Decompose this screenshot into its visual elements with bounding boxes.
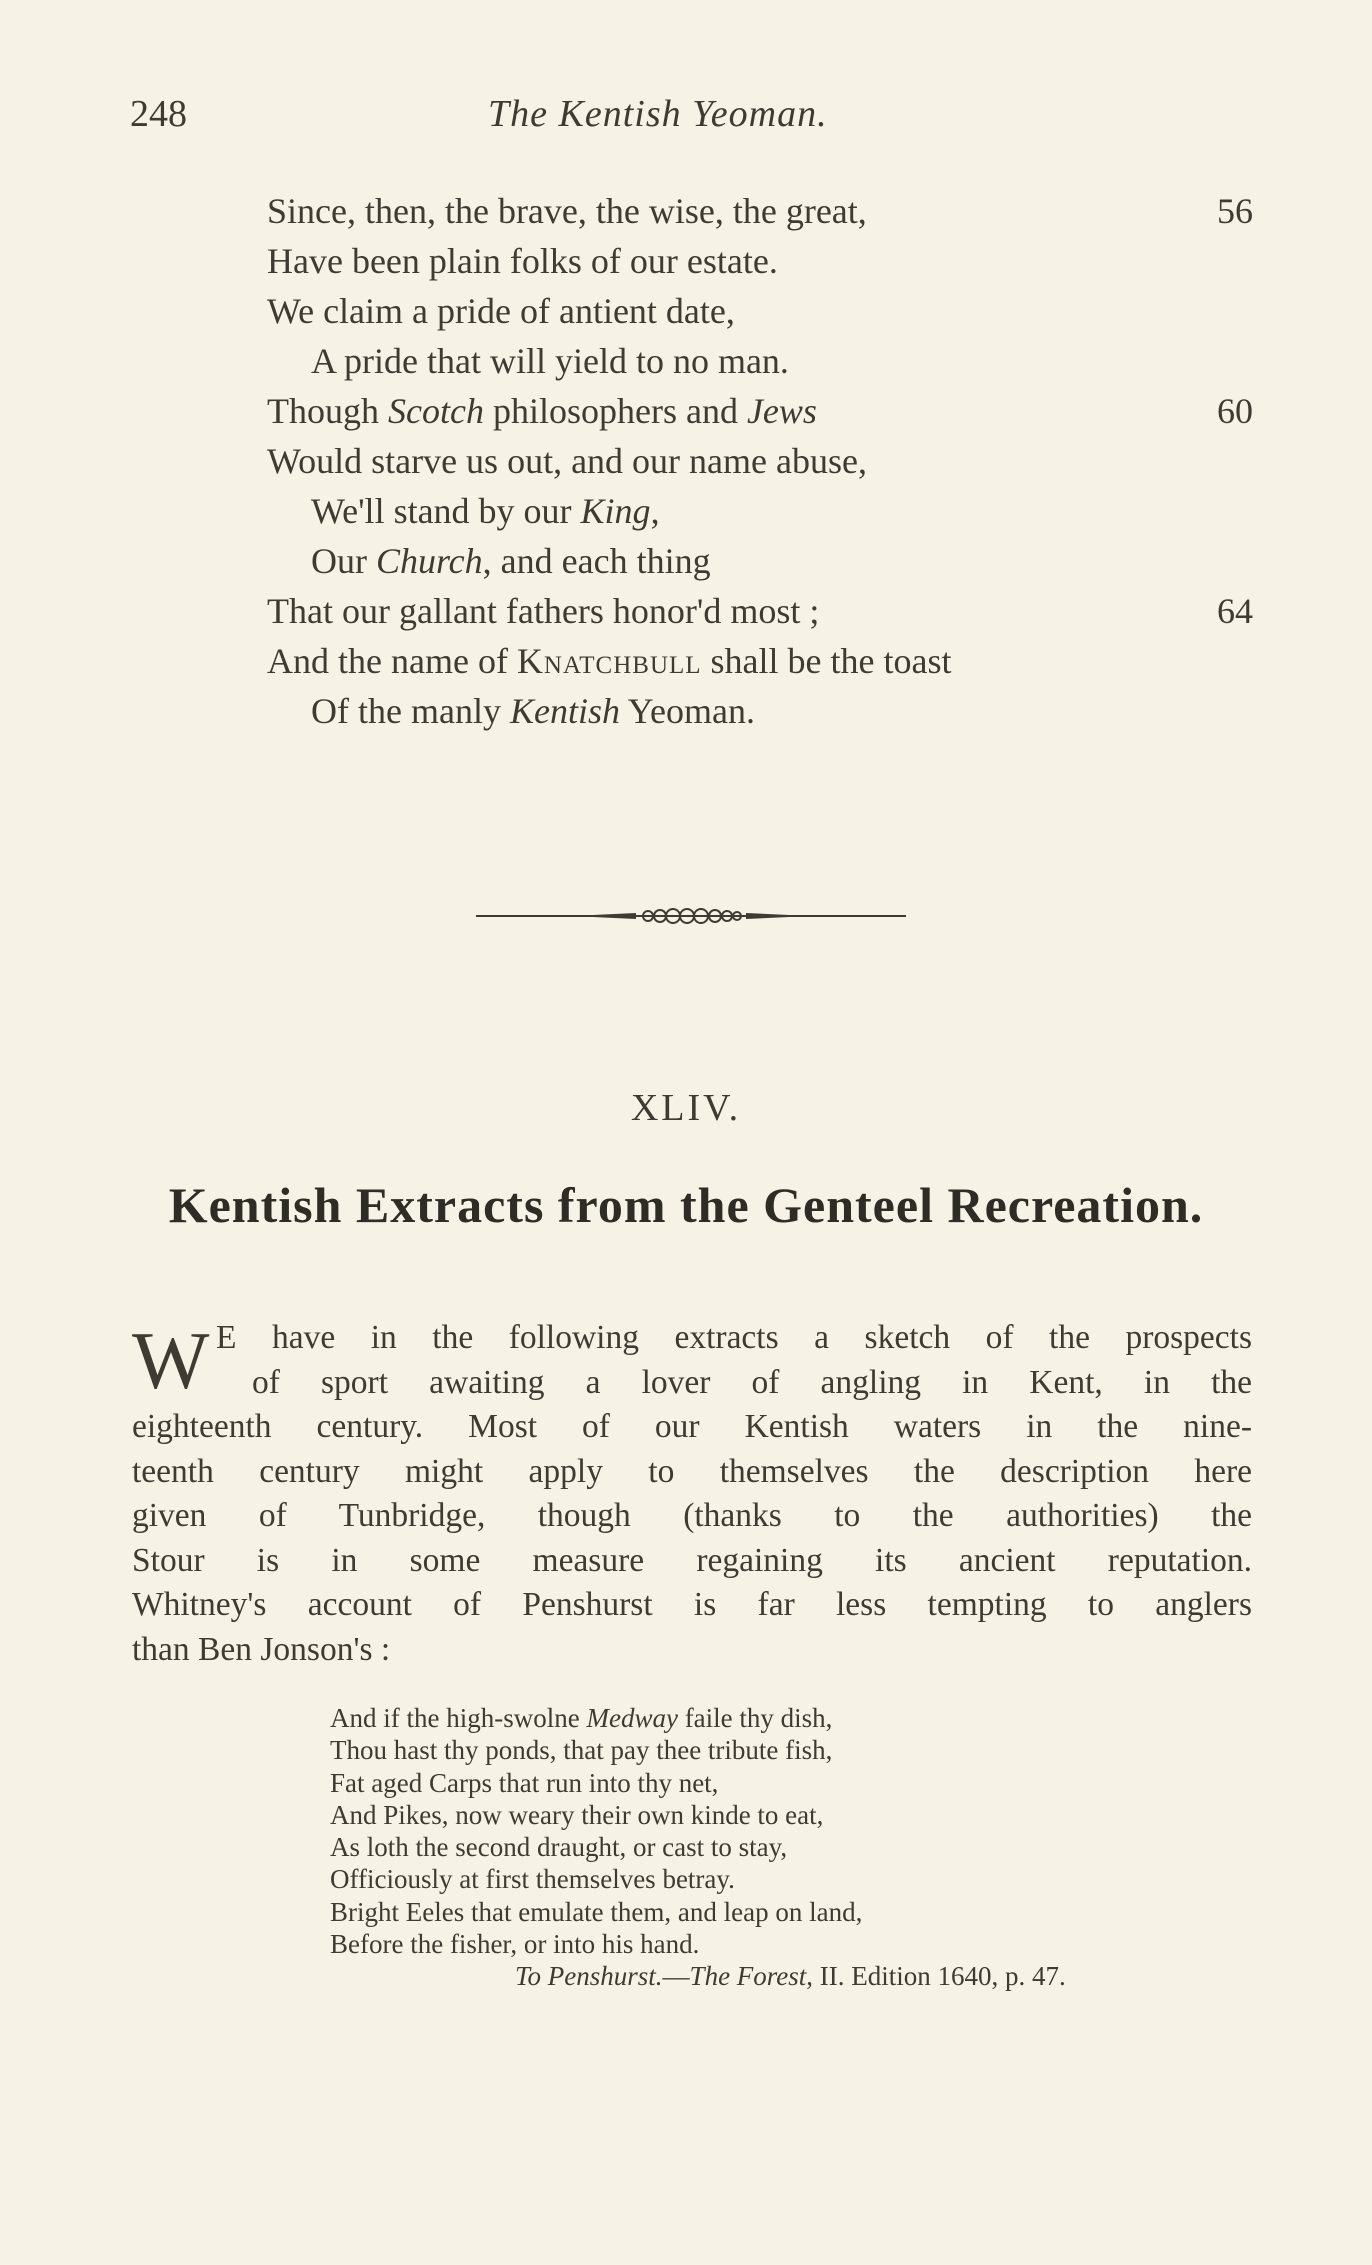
poem bbox=[267, 186, 1257, 736]
quote-line: Before the fisher, or into his hand. bbox=[330, 1929, 700, 1960]
quote-line: Officiously at first themselves betray. bbox=[330, 1864, 735, 1895]
poem-line: A pride that will yield to no man. bbox=[311, 341, 789, 381]
poem-line: Have been plain folks of our estate. bbox=[267, 241, 778, 281]
prose-line: teenth century might apply to themselves the description here bbox=[132, 1452, 1252, 1490]
poem-line: And the name of Knatchbull shall be the toast bbox=[267, 641, 952, 681]
poem-line: We claim a pride of antient date, bbox=[267, 291, 735, 331]
block-quotation bbox=[330, 1702, 1260, 1993]
ornament-divider bbox=[476, 904, 906, 928]
poem-line: Since, then, the brave, the wise, the great, 56 bbox=[267, 186, 1257, 236]
prose-line: Stour is in some measure regaining its ancient reputation. bbox=[132, 1541, 1252, 1579]
poem-line: Would starve us out, and our name abuse, bbox=[267, 441, 867, 481]
quote-line: Thou hast thy ponds, that pay thee tribute fish, bbox=[330, 1735, 833, 1766]
line-number: 56 bbox=[1217, 191, 1253, 231]
section-number: XLIV. bbox=[630, 1087, 742, 1129]
page-number: 248 bbox=[130, 93, 187, 135]
quote-line: And if the high-swolne Medway faile thy dish, bbox=[330, 1703, 833, 1733]
section-title: Kentish Extracts from the Genteel Recreation. bbox=[168, 1177, 1204, 1233]
drop-cap: W bbox=[132, 1315, 210, 1406]
line-number: 64 bbox=[1217, 591, 1253, 631]
prose-line: than Ben Jonson's : bbox=[132, 1630, 391, 1668]
poem-line: Our Church, and each thing bbox=[311, 541, 711, 581]
prose-paragraph bbox=[132, 1316, 1252, 1672]
prose-line: eighteenth century. Most of our Kentish waters in the nine- bbox=[132, 1408, 1252, 1445]
poem-line: We'll stand by our King, bbox=[311, 491, 660, 531]
quote-citation: To Penshurst.—The Forest, II. Edition 1640, p. 47. bbox=[515, 1961, 1066, 1992]
quote-line: Bright Eeles that emulate them, and leap on land, bbox=[330, 1896, 863, 1927]
prose-line: E have in the following extracts a sketch of the prospects bbox=[216, 1319, 1252, 1356]
quote-line: Fat aged Carps that run into thy net, bbox=[330, 1767, 719, 1798]
prose-line: of sport awaiting a lover of angling in Kent, in the bbox=[252, 1363, 1252, 1401]
line-number: 60 bbox=[1217, 391, 1253, 431]
quote-line: And Pikes, now weary their own kinde to eat, bbox=[330, 1799, 824, 1830]
poem-line: Though Scotch philosophers and Jews 60 bbox=[267, 386, 1257, 436]
poem-line: That our gallant fathers honor'd most ; 64 bbox=[267, 586, 1257, 636]
prose-line: Whitney's account of Penshurst is far less tempting to anglers bbox=[132, 1586, 1252, 1623]
quote-line: As loth the second draught, or cast to stay, bbox=[330, 1832, 788, 1863]
prose-line: given of Tunbridge, though (thanks to the authorities) the bbox=[132, 1497, 1252, 1534]
running-head bbox=[130, 92, 1250, 142]
poem-line: Of the manly Kentish Yeoman. bbox=[311, 691, 755, 731]
running-title: The Kentish Yeoman. bbox=[488, 93, 828, 135]
